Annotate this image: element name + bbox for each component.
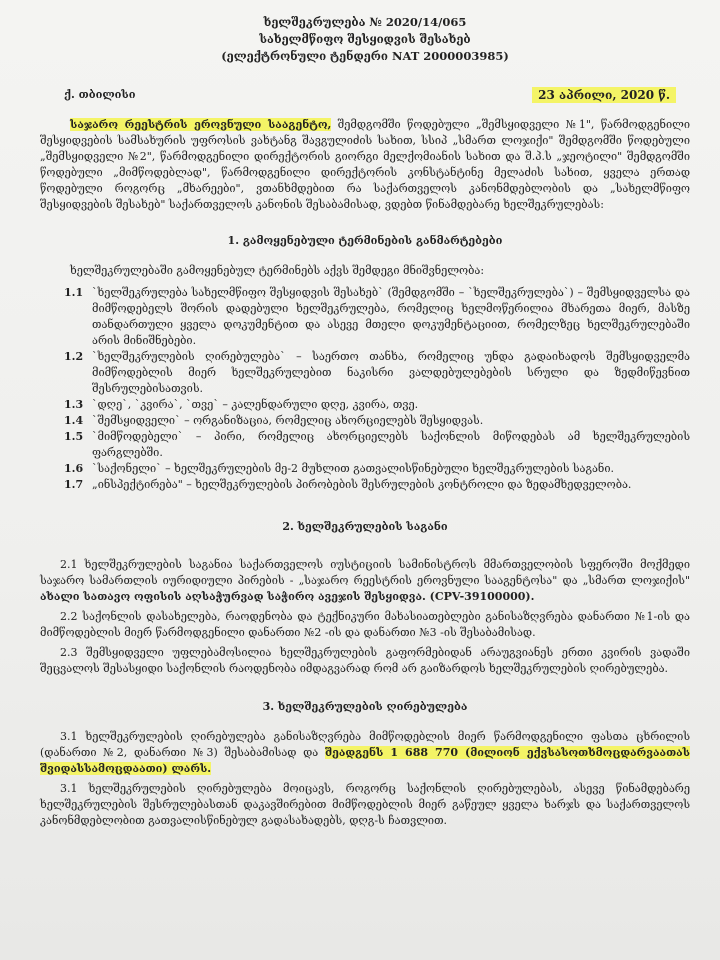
definition-item — [64, 477, 690, 493]
intro-text: შემდგომში წოდებული „შემსყიდველი №1", წარმოდგენილი შესყიდვების სამსახურის უფროსის ვახტანგ შავგულიძის სახით, სსიპ „სმართ ლოჯიქი" შემდგომში წოდებული „შემსყიდველი №2", წარმოდგენილი დირექტორის გიორგი მელქომიანის სახით და შ.პ.ს „ჯეოტილი" შემდგომში წოდებული „მიმწოდებლად", წარმოდგენილი დირექტორის კონსტანტინე მელაძის სახით, ყველა ერთად წოდებული როგორც „მხარეები", ვთანხმდებით რა საქართველოს კანონმდებლობის და „სახელმწიფო შესყიდვების შესახებ" საქართველოს კანონის შესაბამისად, ვდებთ წინამდებარე ხელშეკრულებას: — [40, 118, 690, 211]
definition-number: 1.1 — [64, 286, 84, 299]
section-3-title: 3. ხელშეკრულების ღირებულება — [262, 700, 468, 713]
definition-number: 1.3 — [64, 398, 84, 411]
definition-item — [64, 397, 690, 413]
contract-value-highlight: შეადგენს 1 688 770 (მილიონ ექვსასოთხმოცდარვაათას შვიდასსამოცდაათი) ლარს. — [40, 746, 690, 775]
section-1-items — [40, 285, 690, 493]
section-2-p1-bold: ახალი სათავო ოფისის აღსაჭურვად საჭირო ავეჯის შესყიდვა. (CPV-39100000). — [40, 590, 535, 603]
section-2-paragraph-3: 2.3 შემსყიდველი უფლებამოსილია ხელშეკრულების გაფორმებიდან არაუგვიანეს ერთი კვირის ვადაში შეცვალოს შესასყიდი საქონლის რაოდენობა იმდაგვარად რომ არ გაიზარდოს ხელშეკრულების ღირებულება. — [40, 646, 690, 675]
section-3-paragraph-2: 3.1 ხელშეკრულების ღირებულება მოიცავს, როგორც საქონლის ღირებულებას, ასევე წინამდებარე ხელშეკრულების შესრულებასთან დაკავშირებით მიმწოდებლის მიერ გაწეულ ყველა ხარჯს და საქართველოს კანონმდებლობით გათვალისწინებულ გადასახადებს, დღგ-ს ჩათვლით. — [40, 782, 690, 827]
tender-number: (ელექტრონული ტენდერი NAT 2000003985) — [221, 49, 509, 63]
section-2-paragraph-1 — [40, 557, 690, 605]
section-1-title: 1. გამოყენებული ტერმინების განმარტებები — [227, 234, 503, 247]
definition-number: 1.4 — [64, 414, 84, 427]
definition-item — [64, 413, 690, 429]
definition-number: 1.2 — [64, 350, 84, 363]
city-label: ქ. თბილისი — [64, 88, 136, 101]
section-1-lead: ხელშეკრულებაში გამოყენებულ ტერმინებს აქვს შემდეგი მნიშვნელობა: — [70, 264, 485, 277]
definition-text: `მიმწოდებელი` – პირი, რომელიც ახორციელებს საქონლის მიწოდებას ამ ხელშეკრულების ფარგლებში. — [92, 430, 690, 459]
definition-text: „ინსპექტირება" – ხელშეკრულების პირობების შესრულების კონტროლი და ზედამხედველობა. — [92, 478, 632, 491]
definition-item — [64, 349, 690, 397]
definition-item — [64, 285, 690, 349]
contract-date: 23 აპრილი, 2020 წ. — [532, 87, 676, 103]
section-2-p1-text: 2.1 ხელშეკრულების საგანია საქართველოს იუსტიციის სამინისტროს მმართველობის სფეროში მოქმედი საჯარო სამართლის იურიდიული პირების - „საჯარო რეესტრის ეროვნული სააგენტოსა" და „სმართ ლოჯიქის" — [40, 558, 690, 587]
definition-text: `ხელშეკრულება სახელმწიფო შესყიდვის შესახებ` (შემდგომში – `ხელშეკრულება`) – შემსყიდველსა და მიმწოდებელს შორის დადებული ხელშეკრულება, რომელიც ხელმოწერილია მხარეთა მიერ, მასზე თანდართული ყველა დოკუმენტით და ასევე მთელი დოკუმენტაციით, რომელზეც ხელშეკრულებაში არის მინიშნებები. — [92, 286, 690, 347]
definition-item — [64, 461, 690, 477]
definition-number: 1.7 — [64, 478, 84, 491]
definition-text: `ხელშეკრულების ღირებულება` – საერთო თანხა, რომელიც უნდა გადაიხადოს შემსყიდველმა მიმწოდებლის მიერ ხელშეკრულებით ნაკისრი ვალდებულებების სრული და ზედმიწევნით შესრულებისათვის. — [92, 350, 690, 395]
section-2-paragraph-2: 2.2 საქონლის დასახელება, რაოდენობა და ტექნიკური მახასიათებლები განისაზღვრება დანართი №1-ის და მიმწოდებლის მიერ წარმოდგენილი დანართი №2 -ის და დანართი №3 -ის შესაბამისად. — [40, 610, 690, 639]
definition-item — [64, 429, 690, 461]
document-body — [40, 14, 690, 829]
definition-number: 1.5 — [64, 430, 84, 443]
definition-number: 1.6 — [64, 462, 84, 475]
contract-subtitle: სახელმწიფო შესყიდვის შესახებ — [259, 32, 471, 46]
place-date-row — [40, 87, 690, 103]
section-2-title: 2. ხელშეკრულების საგანი — [282, 520, 448, 533]
contract-title: ხელშეკრულება № 2020/14/065 — [263, 15, 467, 29]
definition-text: `შემსყიდველი` – ორგანიზაცია, რომელიც ახორციელებს შესყიდვას. — [92, 414, 484, 427]
section-3-p1-text: 3.1 ხელშეკრულების ღირებულება განისაზღვრება მიმწოდებლის მიერ წარმოდგენილი ფასთა ცხრილის (დანართი №2, დანართი №3) შესაბამისად და — [40, 730, 690, 759]
agency-name-highlight: საჯარო რეესტრის ეროვნული სააგენტო, — [70, 118, 332, 131]
section-3-paragraph-1 — [40, 729, 690, 777]
intro-paragraph — [40, 117, 690, 213]
definition-text: `დღე`, `კვირა`, `თვე` – კალენდარული დღე, კვირა, თვე. — [92, 398, 419, 411]
definition-text: `საქონელი` – ხელშეკრულების მე-2 მუხლით გათვალისწინებული ხელშეკრულების საგანი. — [92, 462, 615, 475]
